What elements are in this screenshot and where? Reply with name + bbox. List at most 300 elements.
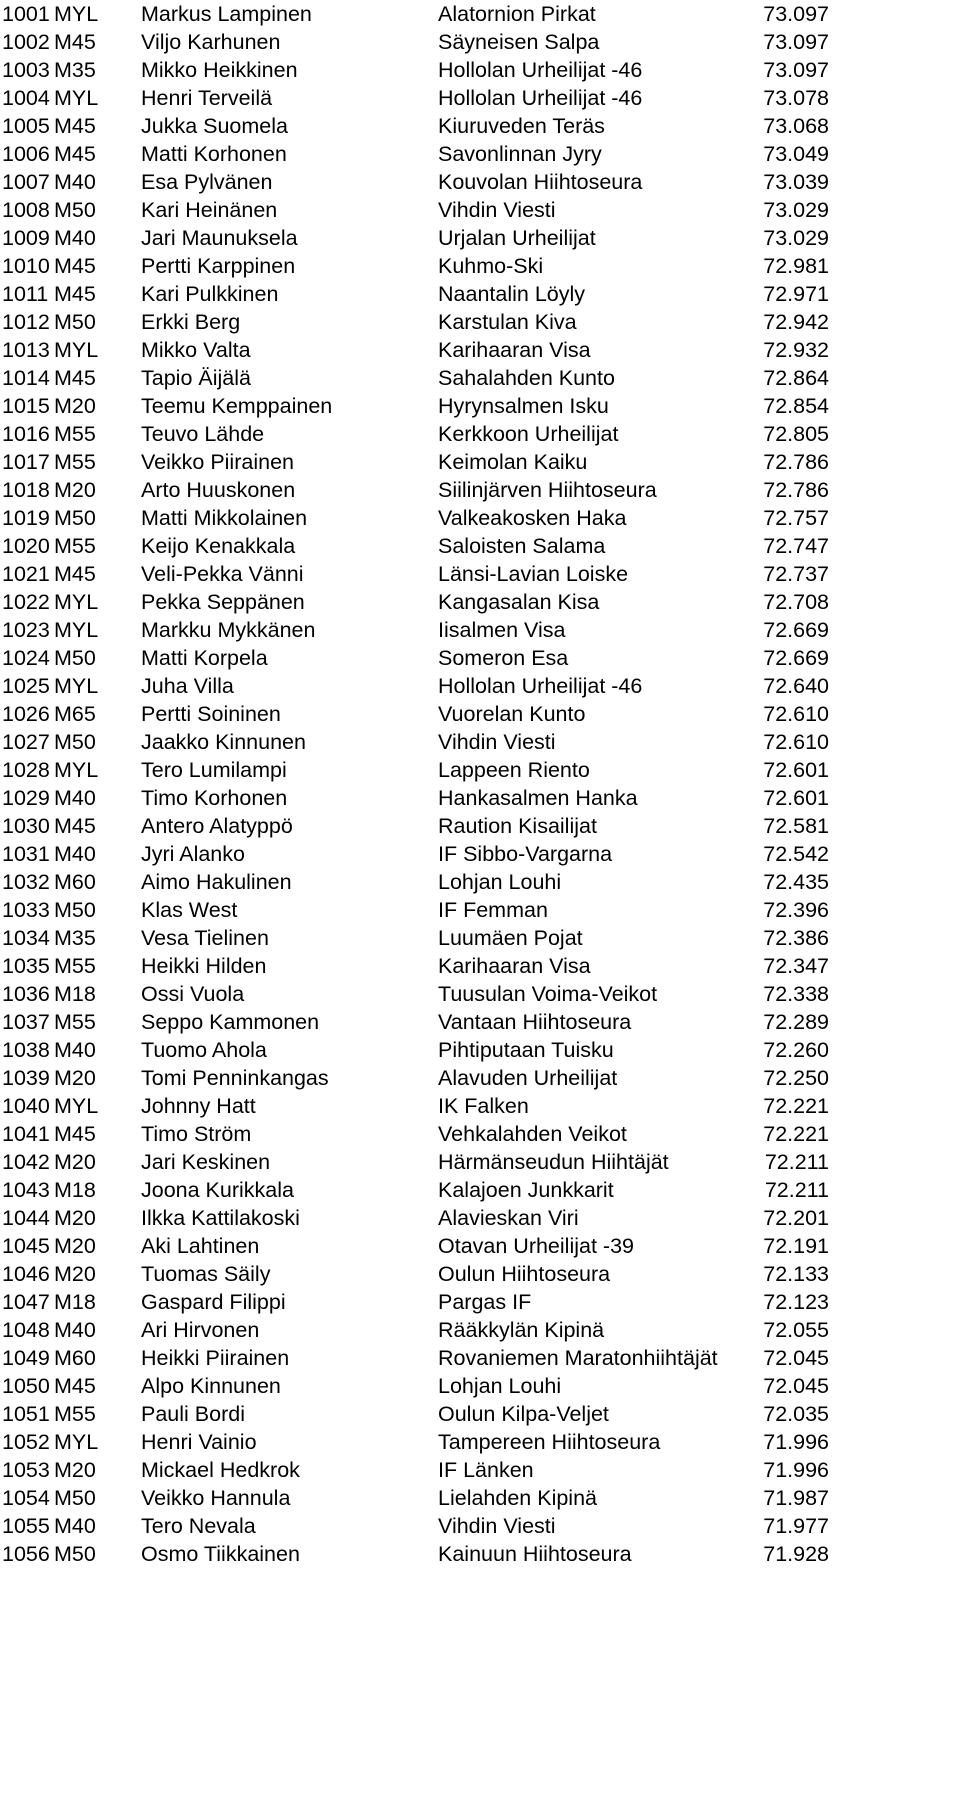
result-class: MYL bbox=[54, 86, 99, 110]
result-name: Tero Nevala bbox=[141, 1514, 256, 1538]
result-class: M45 bbox=[54, 1374, 96, 1398]
result-row bbox=[0, 308, 960, 336]
result-score: 72.737 bbox=[763, 562, 829, 586]
result-class: M45 bbox=[54, 114, 96, 138]
result-rank: 1035 bbox=[2, 954, 50, 978]
result-class: M20 bbox=[54, 1458, 96, 1482]
result-club: Siilinjärven Hiihtoseura bbox=[438, 478, 657, 502]
result-name: Henri Terveilä bbox=[141, 86, 273, 110]
result-club: Vihdin Viesti bbox=[438, 730, 556, 754]
result-name: Alpo Kinnunen bbox=[141, 1374, 281, 1398]
result-score: 71.996 bbox=[763, 1458, 829, 1482]
result-rank: 1038 bbox=[2, 1038, 50, 1062]
result-row bbox=[0, 476, 960, 504]
result-score: 73.068 bbox=[763, 114, 829, 138]
result-score: 72.133 bbox=[763, 1262, 829, 1286]
result-class: M50 bbox=[54, 506, 96, 530]
result-score: 72.045 bbox=[763, 1346, 829, 1370]
result-name: Klas West bbox=[141, 898, 238, 922]
result-score: 72.045 bbox=[763, 1374, 829, 1398]
result-club: Karihaaran Visa bbox=[438, 338, 591, 362]
result-score: 72.260 bbox=[763, 1038, 829, 1062]
result-club: IF Femman bbox=[438, 898, 548, 922]
result-name: Markku Mykkänen bbox=[141, 618, 316, 642]
result-score: 72.221 bbox=[763, 1122, 829, 1146]
result-rank: 1025 bbox=[2, 674, 50, 698]
result-score: 72.601 bbox=[763, 786, 829, 810]
result-row bbox=[0, 0, 960, 28]
result-class: M20 bbox=[54, 1066, 96, 1090]
result-club: Alavuden Urheilijat bbox=[438, 1066, 618, 1090]
result-row bbox=[0, 364, 960, 392]
result-row bbox=[0, 952, 960, 980]
result-club: Rovaniemen Maratonhiihtäjät bbox=[438, 1346, 718, 1370]
result-rank: 1042 bbox=[2, 1150, 50, 1174]
result-score: 71.928 bbox=[763, 1542, 829, 1566]
result-row bbox=[0, 812, 960, 840]
result-rank: 1019 bbox=[2, 506, 50, 530]
result-name: Teemu Kemppainen bbox=[141, 394, 333, 418]
result-class: M20 bbox=[54, 1234, 96, 1258]
result-score: 72.211 bbox=[764, 1150, 829, 1174]
result-rank: 1007 bbox=[2, 170, 50, 194]
result-club: Vihdin Viesti bbox=[438, 1514, 556, 1538]
result-name: Aimo Hakulinen bbox=[141, 870, 292, 894]
result-class: M45 bbox=[54, 30, 96, 54]
result-score: 71.996 bbox=[763, 1430, 829, 1454]
result-score: 72.035 bbox=[763, 1402, 829, 1426]
result-class: M45 bbox=[54, 142, 96, 166]
result-rank: 1005 bbox=[2, 114, 50, 138]
result-row bbox=[0, 1260, 960, 1288]
result-club: Oulun Hiihtoseura bbox=[438, 1262, 611, 1286]
result-row bbox=[0, 644, 960, 672]
result-club: Tampereen Hiihtoseura bbox=[438, 1430, 661, 1454]
result-name: Aki Lahtinen bbox=[141, 1234, 260, 1258]
result-club: Vuorelan Kunto bbox=[438, 702, 586, 726]
result-rank: 1014 bbox=[2, 366, 50, 390]
result-club: Keimolan Kaiku bbox=[438, 450, 588, 474]
result-club: Kuhmo-Ski bbox=[438, 254, 544, 278]
result-class: M18 bbox=[54, 982, 96, 1006]
result-name: Mickael Hedkrok bbox=[141, 1458, 300, 1482]
result-row bbox=[0, 616, 960, 644]
result-rank: 1024 bbox=[2, 646, 50, 670]
result-rank: 1012 bbox=[2, 310, 50, 334]
result-score: 72.786 bbox=[763, 450, 829, 474]
result-class: M55 bbox=[54, 422, 96, 446]
result-row bbox=[0, 448, 960, 476]
result-club: Alatornion Pirkat bbox=[438, 2, 596, 26]
result-class: MYL bbox=[54, 674, 99, 698]
result-row bbox=[0, 140, 960, 168]
result-rank: 1043 bbox=[2, 1178, 50, 1202]
result-class: MYL bbox=[54, 1430, 99, 1454]
result-class: MYL bbox=[54, 2, 99, 26]
result-club: Hollolan Urheilijat -46 bbox=[438, 58, 643, 82]
result-row bbox=[0, 1400, 960, 1428]
result-name: Joona Kurikkala bbox=[141, 1178, 294, 1202]
result-class: M35 bbox=[54, 58, 96, 82]
result-club: Kainuun Hiihtoseura bbox=[438, 1542, 632, 1566]
result-rank: 1003 bbox=[2, 58, 50, 82]
result-class: MYL bbox=[54, 758, 99, 782]
result-club: Karihaaran Visa bbox=[438, 954, 591, 978]
result-club: Pargas IF bbox=[438, 1290, 532, 1314]
result-class: M50 bbox=[54, 1542, 96, 1566]
result-name: Vesa Tielinen bbox=[141, 926, 269, 950]
result-class: MYL bbox=[54, 590, 99, 614]
result-class: M40 bbox=[54, 842, 96, 866]
result-class: M55 bbox=[54, 1402, 96, 1426]
result-row bbox=[0, 504, 960, 532]
result-name: Ari Hirvonen bbox=[141, 1318, 260, 1342]
result-club: Kerkkoon Urheilijat bbox=[438, 422, 619, 446]
result-name: Jari Maunuksela bbox=[141, 226, 298, 250]
result-name: Ossi Vuola bbox=[141, 982, 245, 1006]
result-class: M45 bbox=[54, 562, 96, 586]
result-score: 72.338 bbox=[763, 982, 829, 1006]
result-class: M60 bbox=[54, 870, 96, 894]
result-name: Jukka Suomela bbox=[141, 114, 288, 138]
result-score: 72.581 bbox=[763, 814, 829, 838]
result-score: 72.601 bbox=[763, 758, 829, 782]
result-score: 72.289 bbox=[763, 1010, 829, 1034]
result-rank: 1037 bbox=[2, 1010, 50, 1034]
result-row bbox=[0, 1428, 960, 1456]
result-club: Hyrynsalmen Isku bbox=[438, 394, 609, 418]
result-rank: 1055 bbox=[2, 1514, 50, 1538]
result-score: 72.669 bbox=[763, 618, 829, 642]
result-club: IK Falken bbox=[438, 1094, 529, 1118]
result-name: Esa Pylvänen bbox=[141, 170, 273, 194]
result-class: M50 bbox=[54, 730, 96, 754]
result-class: M18 bbox=[54, 1178, 96, 1202]
result-name: Pekka Seppänen bbox=[141, 590, 305, 614]
result-club: Vihdin Viesti bbox=[438, 198, 556, 222]
result-name: Gaspard Filippi bbox=[141, 1290, 286, 1314]
result-name: Mikko Heikkinen bbox=[141, 58, 298, 82]
result-row bbox=[0, 168, 960, 196]
result-rank: 1017 bbox=[2, 450, 50, 474]
result-row bbox=[0, 112, 960, 140]
result-row bbox=[0, 1064, 960, 1092]
result-rank: 1046 bbox=[2, 1262, 50, 1286]
result-rank: 1033 bbox=[2, 898, 50, 922]
result-rank: 1039 bbox=[2, 1066, 50, 1090]
result-score: 72.435 bbox=[763, 870, 829, 894]
result-rank: 1045 bbox=[2, 1234, 50, 1258]
result-class: M40 bbox=[54, 170, 96, 194]
result-name: Antero Alatyppö bbox=[141, 814, 293, 838]
result-club: Rääkkylän Kipinä bbox=[438, 1318, 605, 1342]
result-score: 73.039 bbox=[763, 170, 829, 194]
result-score: 72.610 bbox=[763, 702, 829, 726]
result-name: Tero Lumilampi bbox=[141, 758, 287, 782]
result-row bbox=[0, 56, 960, 84]
result-score: 71.977 bbox=[763, 1514, 829, 1538]
result-name: Markus Lampinen bbox=[141, 2, 312, 26]
result-rank: 1028 bbox=[2, 758, 50, 782]
result-club: Someron Esa bbox=[438, 646, 569, 670]
result-score: 72.055 bbox=[763, 1318, 829, 1342]
result-row bbox=[0, 1176, 960, 1204]
result-club: Oulun Kilpa-Veljet bbox=[438, 1402, 609, 1426]
result-club: Kouvolan Hiihtoseura bbox=[438, 170, 643, 194]
result-rank: 1040 bbox=[2, 1094, 50, 1118]
result-score: 72.123 bbox=[763, 1290, 829, 1314]
result-score: 73.029 bbox=[763, 198, 829, 222]
result-name: Mikko Valta bbox=[141, 338, 251, 362]
result-name: Viljo Karhunen bbox=[141, 30, 281, 54]
result-class: MYL bbox=[54, 1094, 99, 1118]
result-score: 72.864 bbox=[763, 366, 829, 390]
result-club: Härmänseudun Hiihtäjät bbox=[438, 1150, 669, 1174]
result-row bbox=[0, 1092, 960, 1120]
result-club: Lohjan Louhi bbox=[438, 1374, 562, 1398]
result-class: M40 bbox=[54, 226, 96, 250]
result-rank: 1022 bbox=[2, 590, 50, 614]
result-club: Kalajoen Junkkarit bbox=[438, 1178, 614, 1202]
result-score: 72.640 bbox=[763, 674, 829, 698]
result-club: Lappeen Riento bbox=[438, 758, 590, 782]
result-name: Veikko Hannula bbox=[141, 1486, 291, 1510]
result-name: Jari Keskinen bbox=[141, 1150, 271, 1174]
result-score: 72.757 bbox=[763, 506, 829, 530]
result-club: Saloisten Salama bbox=[438, 534, 606, 558]
result-rank: 1027 bbox=[2, 730, 50, 754]
result-rank: 1016 bbox=[2, 422, 50, 446]
result-row bbox=[0, 1512, 960, 1540]
result-class: M55 bbox=[54, 534, 96, 558]
result-club: Pihtiputaan Tuisku bbox=[438, 1038, 614, 1062]
result-club: Lielahden Kipinä bbox=[438, 1486, 597, 1510]
result-rank: 1018 bbox=[2, 478, 50, 502]
result-name: Tapio Äijälä bbox=[141, 366, 251, 390]
result-name: Johnny Hatt bbox=[141, 1094, 256, 1118]
result-rank: 1013 bbox=[2, 338, 50, 362]
result-name: Veli-Pekka Vänni bbox=[141, 562, 304, 586]
result-name: Tuomo Ahola bbox=[141, 1038, 267, 1062]
result-class: MYL bbox=[54, 338, 99, 362]
result-score: 72.221 bbox=[763, 1094, 829, 1118]
result-club: Raution Kisailijat bbox=[438, 814, 597, 838]
result-rank: 1041 bbox=[2, 1122, 50, 1146]
result-row bbox=[0, 1008, 960, 1036]
result-row bbox=[0, 1288, 960, 1316]
result-name: Jaakko Kinnunen bbox=[141, 730, 306, 754]
result-score: 72.747 bbox=[763, 534, 829, 558]
result-score: 72.981 bbox=[763, 254, 829, 278]
result-score: 72.805 bbox=[763, 422, 829, 446]
result-score: 72.386 bbox=[763, 926, 829, 950]
result-row bbox=[0, 224, 960, 252]
result-row bbox=[0, 280, 960, 308]
result-row bbox=[0, 1204, 960, 1232]
result-club: Alavieskan Viri bbox=[438, 1206, 579, 1230]
result-name: Osmo Tiikkainen bbox=[141, 1542, 300, 1566]
result-club: Kiuruveden Teräs bbox=[438, 114, 605, 138]
result-rank: 1044 bbox=[2, 1206, 50, 1230]
result-rank: 1050 bbox=[2, 1374, 50, 1398]
result-row bbox=[0, 1316, 960, 1344]
result-row bbox=[0, 868, 960, 896]
result-class: M35 bbox=[54, 926, 96, 950]
result-name: Henri Vainio bbox=[141, 1430, 257, 1454]
result-club: Länsi-Lavian Loiske bbox=[438, 562, 629, 586]
result-name: Matti Korpela bbox=[141, 646, 268, 670]
result-name: Juha Villa bbox=[141, 674, 234, 698]
result-rank: 1052 bbox=[2, 1430, 50, 1454]
result-row bbox=[0, 1484, 960, 1512]
result-name: Matti Mikkolainen bbox=[141, 506, 308, 530]
result-rank: 1011 bbox=[2, 282, 49, 306]
result-class: M45 bbox=[54, 282, 96, 306]
result-rank: 1008 bbox=[2, 198, 50, 222]
result-class: MYL bbox=[54, 618, 99, 642]
result-rank: 1047 bbox=[2, 1290, 50, 1314]
result-score: 72.191 bbox=[763, 1234, 829, 1258]
result-row bbox=[0, 588, 960, 616]
result-row bbox=[0, 896, 960, 924]
result-row bbox=[0, 392, 960, 420]
result-class: M40 bbox=[54, 1038, 96, 1062]
result-rank: 1056 bbox=[2, 1542, 50, 1566]
result-class: M45 bbox=[54, 366, 96, 390]
result-class: M45 bbox=[54, 1122, 96, 1146]
result-row bbox=[0, 924, 960, 952]
result-rank: 1001 bbox=[2, 2, 50, 26]
result-rank: 1006 bbox=[2, 142, 50, 166]
result-row bbox=[0, 840, 960, 868]
result-rank: 1049 bbox=[2, 1346, 50, 1370]
result-class: M40 bbox=[54, 1514, 96, 1538]
result-score: 73.097 bbox=[763, 2, 829, 26]
result-rank: 1029 bbox=[2, 786, 50, 810]
result-name: Timo Korhonen bbox=[141, 786, 288, 810]
result-name: Keijo Kenakkala bbox=[141, 534, 296, 558]
result-row bbox=[0, 560, 960, 588]
result-club: Luumäen Pojat bbox=[438, 926, 583, 950]
result-club: Säyneisen Salpa bbox=[438, 30, 600, 54]
result-name: Timo Ström bbox=[141, 1122, 252, 1146]
result-club: IF Sibbo-Vargarna bbox=[438, 842, 613, 866]
result-club: Vehkalahden Veikot bbox=[438, 1122, 627, 1146]
result-class: M20 bbox=[54, 394, 96, 418]
result-row bbox=[0, 196, 960, 224]
result-row bbox=[0, 700, 960, 728]
result-club: Naantalin Löyly bbox=[438, 282, 586, 306]
result-name: Heikki Piirainen bbox=[141, 1346, 290, 1370]
result-name: Ilkka Kattilakoski bbox=[141, 1206, 300, 1230]
result-row bbox=[0, 336, 960, 364]
result-score: 73.097 bbox=[763, 58, 829, 82]
result-rank: 1004 bbox=[2, 86, 50, 110]
result-name: Tuomas Säily bbox=[141, 1262, 271, 1286]
result-rank: 1023 bbox=[2, 618, 50, 642]
result-row bbox=[0, 1148, 960, 1176]
result-row bbox=[0, 980, 960, 1008]
result-row bbox=[0, 84, 960, 112]
result-row bbox=[0, 756, 960, 784]
result-class: M20 bbox=[54, 1206, 96, 1230]
result-rank: 1036 bbox=[2, 982, 50, 1006]
result-class: M50 bbox=[54, 310, 96, 334]
result-class: M20 bbox=[54, 1262, 96, 1286]
result-row bbox=[0, 728, 960, 756]
result-score: 72.854 bbox=[763, 394, 829, 418]
result-name: Pertti Soininen bbox=[141, 702, 281, 726]
result-name: Pauli Bordi bbox=[141, 1402, 245, 1426]
result-row bbox=[0, 420, 960, 448]
result-club: Kangasalan Kisa bbox=[438, 590, 600, 614]
result-club: Sahalahden Kunto bbox=[438, 366, 615, 390]
result-score: 72.669 bbox=[763, 646, 829, 670]
result-class: M20 bbox=[54, 478, 96, 502]
result-name: Teuvo Lähde bbox=[141, 422, 265, 446]
result-rank: 1054 bbox=[2, 1486, 50, 1510]
result-rank: 1048 bbox=[2, 1318, 50, 1342]
result-rank: 1002 bbox=[2, 30, 50, 54]
result-name: Matti Korhonen bbox=[141, 142, 287, 166]
result-club: Savonlinnan Jyry bbox=[438, 142, 602, 166]
result-score: 73.097 bbox=[763, 30, 829, 54]
result-score: 71.987 bbox=[763, 1486, 829, 1510]
result-row bbox=[0, 1540, 960, 1568]
result-score: 73.049 bbox=[763, 142, 829, 166]
result-row bbox=[0, 1456, 960, 1484]
result-class: M55 bbox=[54, 450, 96, 474]
result-score: 73.029 bbox=[763, 226, 829, 250]
result-row bbox=[0, 672, 960, 700]
result-score: 72.347 bbox=[763, 954, 829, 978]
result-rank: 1030 bbox=[2, 814, 50, 838]
result-row bbox=[0, 1232, 960, 1260]
result-club: Tuusulan Voima-Veikot bbox=[438, 982, 658, 1006]
result-rank: 1034 bbox=[2, 926, 50, 950]
result-score: 72.708 bbox=[763, 590, 829, 614]
result-score: 72.971 bbox=[763, 282, 829, 306]
result-rank: 1031 bbox=[2, 842, 50, 866]
result-name: Kari Heinänen bbox=[141, 198, 278, 222]
result-row bbox=[0, 252, 960, 280]
result-score: 72.786 bbox=[763, 478, 829, 502]
result-row bbox=[0, 1372, 960, 1400]
result-row bbox=[0, 784, 960, 812]
result-rank: 1020 bbox=[2, 534, 50, 558]
result-club: Otavan Urheilijat -39 bbox=[438, 1234, 634, 1258]
result-row bbox=[0, 1036, 960, 1064]
result-class: M55 bbox=[54, 1010, 96, 1034]
result-class: M18 bbox=[54, 1290, 96, 1314]
result-row bbox=[0, 1120, 960, 1148]
result-rank: 1021 bbox=[2, 562, 50, 586]
result-class: M45 bbox=[54, 814, 96, 838]
result-rank: 1026 bbox=[2, 702, 50, 726]
result-rank: 1009 bbox=[2, 226, 50, 250]
result-class: M65 bbox=[54, 702, 96, 726]
result-class: M50 bbox=[54, 1486, 96, 1510]
result-rank: 1051 bbox=[2, 1402, 50, 1426]
result-class: M55 bbox=[54, 954, 96, 978]
result-club: Karstulan Kiva bbox=[438, 310, 577, 334]
result-rank: 1032 bbox=[2, 870, 50, 894]
result-score: 73.078 bbox=[763, 86, 829, 110]
result-name: Seppo Kammonen bbox=[141, 1010, 320, 1034]
result-club: Lohjan Louhi bbox=[438, 870, 562, 894]
result-club: Hollolan Urheilijat -46 bbox=[438, 86, 643, 110]
result-rank: 1053 bbox=[2, 1458, 50, 1482]
